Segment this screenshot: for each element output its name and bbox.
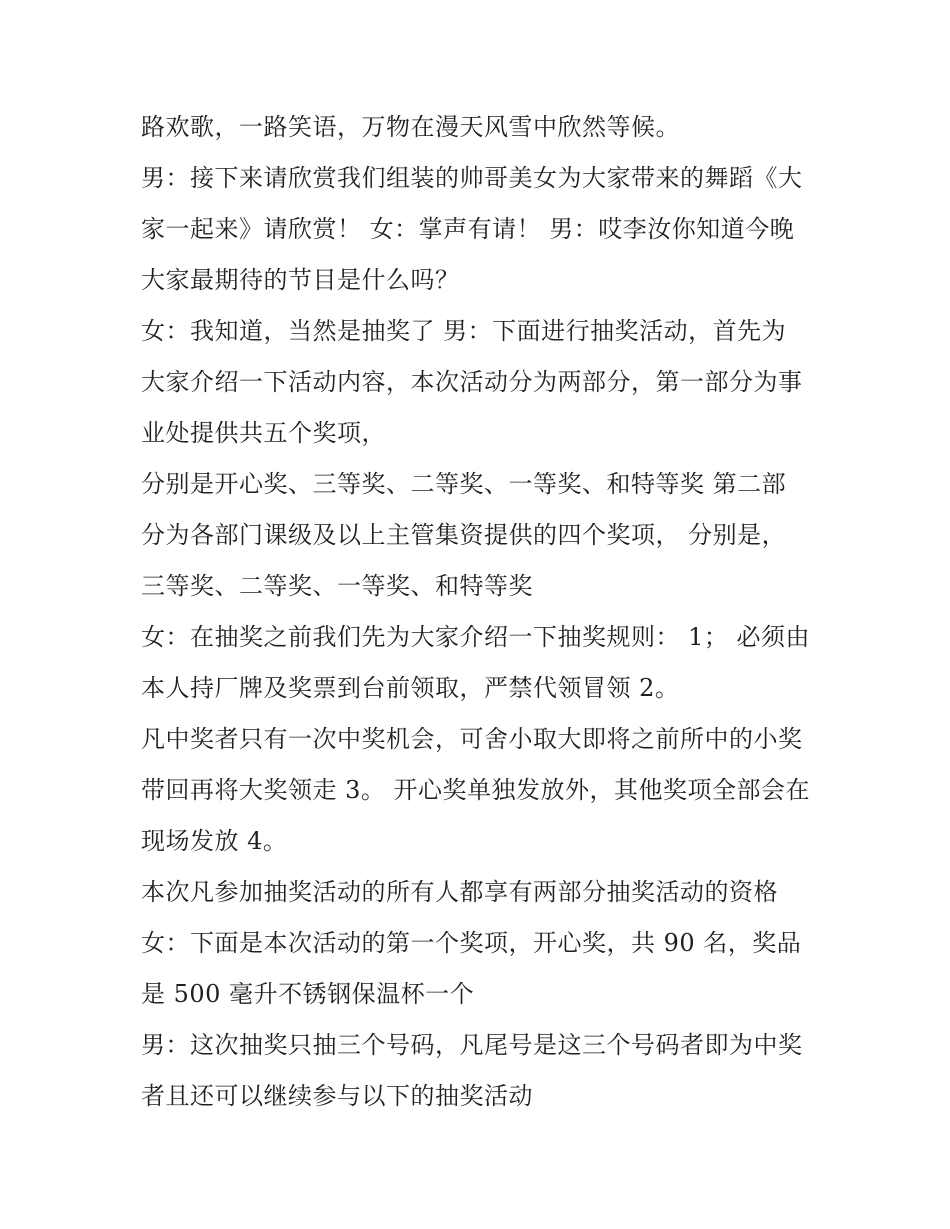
text-line: 大家最期待的节目是什么吗？ [141,266,460,294]
text-line: 分别是开心奖、三等奖、二等奖、一等奖、和特等奖 第二部 [141,470,787,498]
text-line: 分为各部门课级及以上主管集资提供的四个奖项， 分别是， [141,521,787,549]
text-line: 者且还可以继续参与以下的抽奖活动 [141,1082,533,1110]
text-line: 大家介绍一下活动内容，本次活动分为两部分，第一部分为事 [141,368,803,396]
text-line: 家一起来》请欣赏！ 女：掌声有请！ 男：哎李汝你知道今晚 [141,215,795,243]
document-body [141,102,821,1122]
text-line: 本人持厂牌及奖票到台前领取，严禁代领冒领 2。 [141,674,680,702]
text-line: 本次凡参加抽奖活动的所有人都享有两部分抽奖活动的资格 [141,878,778,906]
text-line: 现场发放 4。 [141,827,288,855]
text-line: 女：我知道，当然是抽奖了 男：下面进行抽奖活动，首先为 [141,317,787,345]
text-line: 女：下面是本次活动的第一个奖项，开心奖，共 90 名，奖品 [141,929,802,957]
text-line: 路欢歌，一路笑语，万物在漫天风雪中欣然等候。 [141,113,680,141]
text-line: 业处提供共五个奖项， [141,419,386,447]
text-line: 女：在抽奖之前我们先为大家介绍一下抽奖规则： 1； 必须由 [141,623,811,651]
text-line: 男：接下来请欣赏我们组装的帅哥美女为大家带来的舞蹈《大 [141,164,803,192]
text-line: 带回再将大奖领走 3。 开心奖单独发放外，其他奖项全部会在 [141,776,811,804]
text-line: 凡中奖者只有一次中奖机会，可舍小取大即将之前所中的小奖 [141,725,803,753]
text-line: 男：这次抽奖只抽三个号码，凡尾号是这三个号码者即为中奖 [141,1031,803,1059]
text-line: 三等奖、二等奖、一等奖、和特等奖 [141,572,533,600]
text-line: 是 500 毫升不锈钢保温杯一个 [141,980,475,1008]
